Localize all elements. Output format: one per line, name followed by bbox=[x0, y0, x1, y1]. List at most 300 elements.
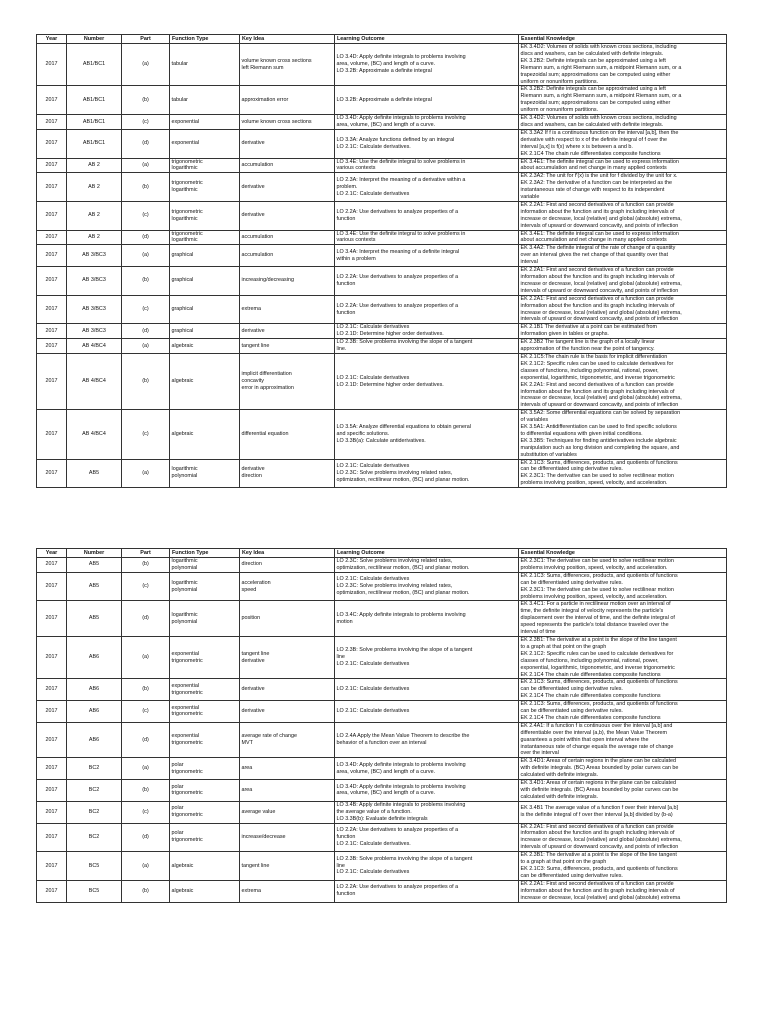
cell-year bbox=[37, 558, 67, 573]
column-header-key-idea: Key Idea bbox=[240, 549, 335, 558]
table-row bbox=[37, 158, 727, 173]
cell-part-text: (c) bbox=[142, 118, 149, 125]
cell-function-type bbox=[170, 245, 240, 267]
cell-essential-knowledge bbox=[519, 86, 727, 115]
cell-essential-knowledge bbox=[519, 852, 727, 881]
cell-key-idea bbox=[240, 230, 335, 245]
cell-learning-outcome bbox=[335, 852, 519, 881]
cell-function-type-text: graphical bbox=[171, 327, 194, 334]
cell-number bbox=[67, 679, 122, 701]
cell-part bbox=[122, 701, 170, 723]
cell-essential-knowledge-text: EK 2.1C3: Sums, differences, products, and quotients of functions can be differentiated using derivative rules. EK 2.1C4 The chain rule differentiates composite functions bbox=[520, 701, 678, 721]
column-header-essential-knowledge: Essential Knowledge bbox=[519, 35, 727, 44]
cell-learning-outcome-text: LO 2.3B: Solve problems involving the slope of a tangent line LO 2.1C: Calculate derivatives bbox=[336, 647, 473, 668]
cell-number-text: AB 2 bbox=[88, 183, 100, 190]
cell-number-text: AB 4/BC4 bbox=[82, 378, 106, 385]
cell-year-text: 2017 bbox=[45, 686, 58, 693]
cell-number bbox=[67, 324, 122, 339]
cell-function-type-text: algebraic bbox=[171, 887, 194, 894]
cell-essential-knowledge bbox=[519, 353, 727, 409]
cell-essential-knowledge bbox=[519, 245, 727, 267]
cell-year bbox=[37, 339, 67, 354]
cell-year bbox=[37, 601, 67, 637]
cell-function-type bbox=[170, 129, 240, 158]
cell-number-text: BC5 bbox=[88, 862, 100, 869]
cell-year-text: 2017 bbox=[45, 378, 58, 385]
column-header-part: Part bbox=[122, 35, 170, 44]
cell-essential-knowledge-text: EK 3.4D1: Areas of certain regions in the plane can be calculated with definite integrals. (BC) Areas bounded by polar curves can be calculated with definite integrals. bbox=[520, 758, 679, 779]
cell-function-type-text: exponential trigonometric bbox=[171, 733, 203, 747]
cell-key-idea-text: derivative bbox=[241, 140, 265, 147]
column-header-learning-outcome: Learning Outcome bbox=[335, 35, 519, 44]
cell-learning-outcome bbox=[335, 701, 519, 723]
cell-year bbox=[37, 823, 67, 852]
cell-essential-knowledge bbox=[519, 880, 727, 902]
table-row bbox=[37, 801, 727, 823]
cell-number bbox=[67, 758, 122, 780]
cell-essential-knowledge-text: EK 2.3B2 The tangent line is the graph of a locally linear approximation of the function near the point of tangency. bbox=[520, 339, 655, 353]
cell-function-type-text: logarithmic polynomial bbox=[171, 558, 198, 571]
cell-learning-outcome bbox=[335, 353, 519, 409]
cell-part-text: (d) bbox=[142, 327, 149, 334]
cell-learning-outcome-text: LO 2.4A Apply the Mean Value Theorem to describe the behavior of a function over an interval bbox=[336, 733, 470, 747]
cell-year-text: 2017 bbox=[45, 787, 58, 793]
cell-part-text: (d) bbox=[142, 615, 149, 622]
cell-essential-knowledge bbox=[519, 679, 727, 701]
cell-number bbox=[67, 572, 122, 601]
cell-essential-knowledge bbox=[519, 115, 727, 130]
cell-key-idea-text: area bbox=[241, 765, 253, 772]
cell-key-idea-text: derivative bbox=[241, 708, 265, 715]
cell-part bbox=[122, 801, 170, 823]
cell-learning-outcome bbox=[335, 86, 519, 115]
cell-number bbox=[67, 701, 122, 723]
cell-learning-outcome-text: LO 2.1C: Calculate derivatives LO 2.3C: Solve problems involving related rates, optimization, rectilinear motion, (BC) and planar motion. bbox=[336, 463, 470, 483]
cell-number-text: AB 3/BC3 bbox=[82, 277, 106, 284]
cell-essential-knowledge bbox=[519, 410, 727, 459]
cell-key-idea bbox=[240, 636, 335, 678]
cell-year-text: 2017 bbox=[45, 212, 58, 219]
cell-essential-knowledge-text: EK 3.2B2: Definite integrals can be approximated using a left Riemann sum, a right Riemann sum, a midpoint Riemann sum, or a trapezoidal sum; approximations can be computed using either uniform or nonuniform partitions. bbox=[520, 86, 682, 114]
cell-part bbox=[122, 324, 170, 339]
cell-key-idea-text: derivative bbox=[241, 183, 265, 190]
cell-key-idea-text: extrema bbox=[241, 306, 261, 313]
cell-year-text: 2017 bbox=[45, 277, 58, 284]
cell-year-text: 2017 bbox=[45, 469, 58, 476]
cell-number bbox=[67, 245, 122, 267]
cell-function-type-text: graphical bbox=[171, 252, 194, 259]
cell-number-text: BC2 bbox=[88, 808, 100, 815]
cell-learning-outcome-text: LO 3.4D: Apply definite integrals to problems involving area, volume, (BC) and length of a curve. LO 3.2B: Approximate a definite integral bbox=[336, 54, 466, 75]
cell-learning-outcome-text: LO 2.3C: Solve problems involving related rates, optimization, rectilinear motion, (BC) and planar motion. bbox=[336, 558, 470, 571]
cell-year bbox=[37, 679, 67, 701]
cell-essential-knowledge-text: EK 2.1B1 The derivative at a point can be estimated from information given in tables or graphs. bbox=[520, 324, 658, 338]
cell-function-type bbox=[170, 880, 240, 902]
cell-key-idea bbox=[240, 201, 335, 230]
cell-key-idea bbox=[240, 295, 335, 324]
cell-number-text: BC2 bbox=[88, 787, 100, 793]
cell-year-text: 2017 bbox=[45, 61, 58, 68]
cell-learning-outcome-text: LO 2.1C: Calculate derivatives bbox=[336, 686, 410, 693]
curriculum-table-2 bbox=[36, 548, 727, 903]
cell-number bbox=[67, 339, 122, 354]
cell-essential-knowledge bbox=[519, 230, 727, 245]
cell-year bbox=[37, 410, 67, 459]
cell-year-text: 2017 bbox=[45, 234, 58, 241]
cell-year-text: 2017 bbox=[45, 862, 58, 869]
cell-learning-outcome-text: LO 2.2A: Use derivatives to analyze properties of a function bbox=[336, 274, 459, 287]
cell-part bbox=[122, 353, 170, 409]
cell-year bbox=[37, 880, 67, 902]
cell-key-idea bbox=[240, 324, 335, 339]
cell-year bbox=[37, 722, 67, 758]
cell-part-text: (c) bbox=[142, 808, 149, 815]
cell-learning-outcome bbox=[335, 722, 519, 758]
cell-number-text: BC2 bbox=[88, 833, 100, 840]
table-row bbox=[37, 410, 727, 459]
cell-function-type bbox=[170, 558, 240, 573]
cell-year bbox=[37, 173, 67, 202]
table-row bbox=[37, 758, 727, 780]
cell-learning-outcome bbox=[335, 758, 519, 780]
cell-learning-outcome bbox=[335, 880, 519, 902]
column-header-number: Number bbox=[67, 549, 122, 558]
cell-key-idea-text: area bbox=[241, 787, 253, 793]
cell-key-idea bbox=[240, 115, 335, 130]
cell-essential-knowledge bbox=[519, 701, 727, 723]
cell-learning-outcome-text: LO 3.4C: Apply definite integrals to problems involving motion bbox=[336, 611, 466, 625]
cell-essential-knowledge-text: EK 3.4E1: The definite integral can be used to express information about accumulation and net change in many applied contexts bbox=[520, 158, 679, 172]
cell-function-type-text: trigonometric logarithmic bbox=[171, 230, 203, 244]
cell-key-idea bbox=[240, 558, 335, 573]
cell-part bbox=[122, 44, 170, 86]
cell-year-text: 2017 bbox=[45, 887, 58, 894]
cell-function-type bbox=[170, 86, 240, 115]
cell-key-idea bbox=[240, 410, 335, 459]
cell-function-type bbox=[170, 679, 240, 701]
cell-learning-outcome bbox=[335, 129, 519, 158]
cell-part bbox=[122, 572, 170, 601]
cell-learning-outcome bbox=[335, 459, 519, 488]
table-row bbox=[37, 129, 727, 158]
cell-key-idea-text: increase/decrease bbox=[241, 833, 286, 840]
cell-essential-knowledge-text: EK 2.2A1: First and second derivatives of a function can provide information about the function and its graph including intervals of increase or decrease, local (relative) and global (absolute) extrema, intervals of upward or downward concavity, and points of inflection bbox=[520, 267, 682, 294]
cell-year-text: 2017 bbox=[45, 140, 58, 147]
cell-part-text: (b) bbox=[142, 96, 149, 103]
curriculum-table-1 bbox=[36, 34, 727, 488]
cell-number-text: BC5 bbox=[88, 887, 100, 894]
cell-essential-knowledge bbox=[519, 295, 727, 324]
cell-learning-outcome bbox=[335, 679, 519, 701]
cell-part-text: (c) bbox=[142, 306, 149, 313]
cell-learning-outcome-text: LO 3.4D: Apply definite integrals to problems involving area, volume, (BC) and length of a curve. bbox=[336, 761, 466, 775]
cell-learning-outcome-text: LO 2.3A: Interpret the meaning of a derivative within a problem. LO 2.1C: Calculate derivatives bbox=[336, 176, 466, 197]
cell-learning-outcome bbox=[335, 823, 519, 852]
table-header-row bbox=[37, 549, 727, 558]
cell-number-text: AB5 bbox=[88, 583, 100, 590]
cell-key-idea bbox=[240, 823, 335, 852]
cell-function-type bbox=[170, 701, 240, 723]
cell-year-text: 2017 bbox=[45, 342, 58, 349]
cell-function-type-text: trigonometric logarithmic bbox=[171, 158, 203, 172]
table-row bbox=[37, 201, 727, 230]
cell-year-text: 2017 bbox=[45, 306, 58, 313]
cell-learning-outcome-text: LO 3.3A: Analyze functions defined by an integral LO 2.1C: Calculate derivatives. bbox=[336, 136, 455, 150]
cell-number bbox=[67, 410, 122, 459]
cell-key-idea-text: accumulation bbox=[241, 252, 274, 259]
cell-function-type bbox=[170, 852, 240, 881]
cell-part bbox=[122, 267, 170, 296]
cell-learning-outcome-text: LO 3.4E: Use the definite integral to solve problems in various contexts bbox=[336, 158, 466, 172]
cell-learning-outcome bbox=[335, 245, 519, 267]
cell-function-type-text: algebraic bbox=[171, 430, 194, 437]
column-header-learning-outcome: Learning Outcome bbox=[335, 549, 519, 558]
cell-number-text: AB1/BC1 bbox=[82, 96, 106, 103]
cell-number-text: AB6 bbox=[88, 686, 100, 693]
column-header-function-type: Function Type bbox=[170, 35, 240, 44]
cell-year bbox=[37, 324, 67, 339]
table-row bbox=[37, 353, 727, 409]
cell-key-idea bbox=[240, 701, 335, 723]
cell-number bbox=[67, 201, 122, 230]
cell-essential-knowledge bbox=[519, 324, 727, 339]
cell-key-idea bbox=[240, 852, 335, 881]
cell-essential-knowledge-text: EK 2.2A1: First and second derivatives of a function can provide information about the function and its graph including intervals of increase or decrease, local (relative) and global (absolute) extrema bbox=[520, 880, 681, 901]
cell-part-text: (c) bbox=[142, 430, 149, 437]
cell-year bbox=[37, 459, 67, 488]
cell-function-type bbox=[170, 158, 240, 173]
cell-learning-outcome-text: LO 2.2A: Use derivatives to analyze properties of a function bbox=[336, 302, 459, 316]
cell-key-idea-text: volume known cross sections left Riemann sum bbox=[241, 57, 312, 71]
cell-key-idea bbox=[240, 572, 335, 601]
cell-function-type bbox=[170, 201, 240, 230]
cell-key-idea-text: acceleration speed bbox=[241, 579, 271, 593]
cell-key-idea bbox=[240, 880, 335, 902]
cell-essential-knowledge-text: EK 3.4D2: Volumes of solids with known cross sections, including discs and washers, can be calculated with definite integrals. EK 3.2B2: Definite integrals can be approximated using a left Riemann sum, a right Riemann sum, a midpoint Riemann sum, or a trapezoidal sum; approximations can be computed using either uniform or nonuniform partitions. bbox=[520, 44, 682, 85]
cell-number-text: AB6 bbox=[88, 654, 100, 661]
table-row bbox=[37, 701, 727, 723]
cell-function-type-text: graphical bbox=[171, 277, 194, 284]
cell-learning-outcome-text: LO 3.4A: Interpret the meaning of a definite integral within a problem bbox=[336, 248, 460, 262]
cell-essential-knowledge bbox=[519, 758, 727, 780]
cell-essential-knowledge bbox=[519, 601, 727, 637]
cell-function-type-text: polar trigonometric bbox=[171, 783, 203, 797]
table-row bbox=[37, 115, 727, 130]
cell-year-text: 2017 bbox=[45, 118, 58, 125]
cell-learning-outcome-text: LO 2.3B: Solve problems involving the slope of a tangent line. bbox=[336, 339, 473, 353]
cell-function-type bbox=[170, 823, 240, 852]
cell-key-idea-text: volume known cross sections bbox=[241, 118, 312, 125]
cell-year bbox=[37, 801, 67, 823]
cell-number-text: AB6 bbox=[88, 708, 100, 715]
cell-key-idea bbox=[240, 173, 335, 202]
cell-key-idea bbox=[240, 722, 335, 758]
cell-learning-outcome bbox=[335, 801, 519, 823]
cell-number bbox=[67, 880, 122, 902]
cell-key-idea-text: average rate of change MVT bbox=[241, 733, 297, 747]
cell-function-type bbox=[170, 267, 240, 296]
cell-key-idea-text: direction bbox=[241, 561, 262, 568]
cell-part bbox=[122, 295, 170, 324]
cell-essential-knowledge bbox=[519, 129, 727, 158]
cell-essential-knowledge-text: EK 2.1C3: Sums, differences, products, and quotients of functions can be differentiated using derivative rules. EK 2.1C4 The chain rule differentiates composite functions bbox=[520, 679, 678, 700]
cell-learning-outcome bbox=[335, 780, 519, 802]
table-row bbox=[37, 295, 727, 324]
cell-number bbox=[67, 636, 122, 678]
cell-function-type bbox=[170, 295, 240, 324]
cell-year-text: 2017 bbox=[45, 808, 58, 815]
cell-function-type-text: algebraic bbox=[171, 862, 194, 869]
cell-number-text: AB5 bbox=[88, 561, 100, 568]
cell-key-idea-text: average value bbox=[241, 808, 276, 815]
cell-key-idea-text: implicit differentiation concavity error in approximation bbox=[241, 371, 294, 392]
cell-number-text: AB 4/BC4 bbox=[82, 342, 106, 349]
cell-learning-outcome bbox=[335, 558, 519, 573]
cell-function-type bbox=[170, 339, 240, 354]
cell-year bbox=[37, 230, 67, 245]
cell-part bbox=[122, 722, 170, 758]
cell-part bbox=[122, 679, 170, 701]
cell-number-text: AB1/BC1 bbox=[82, 118, 106, 125]
cell-essential-knowledge-text: EK 3.4B1 The average value of a function f over their interval [a,b] is the definite integral of f over ther interval [a,b] divided by (b-a) bbox=[520, 805, 679, 819]
cell-learning-outcome bbox=[335, 201, 519, 230]
cell-number bbox=[67, 722, 122, 758]
cell-function-type-text: trigonometric logarithmic bbox=[171, 180, 203, 194]
cell-key-idea bbox=[240, 129, 335, 158]
cell-number-text: AB 3/BC3 bbox=[82, 306, 106, 313]
cell-number bbox=[67, 823, 122, 852]
cell-key-idea-text: derivative bbox=[241, 212, 265, 219]
cell-learning-outcome bbox=[335, 339, 519, 354]
cell-essential-knowledge-text: EK 2.2A1: First and second derivatives of a function can provide information about the function and its graph including intervals of increase or decrease, local (relative) and global (absolute) extrema, intervals of upward or downward concavity, and points of inflection bbox=[520, 201, 682, 229]
cell-part-text: (a) bbox=[142, 252, 149, 259]
table-row bbox=[37, 459, 727, 488]
cell-function-type-text: algebraic bbox=[171, 342, 194, 349]
cell-part bbox=[122, 459, 170, 488]
cell-essential-knowledge-text: EK 2.1C5:The chain rule is the basis for implicit differentiation EK 2.1C2: Specific rules can be used to calculate derivatives for classes of functions, including polynomial, rational, power, exponential, logarithmic, trigonometric, and inverse trigonometric EK 2.2A1: First and second derivatives of a function can provide information about the function and its graph including intervals of increase or decrease, local (relative) and global (absolute) extrema, intervals of upward or downward concavity, and points of inflection bbox=[520, 353, 682, 409]
cell-number bbox=[67, 353, 122, 409]
cell-year bbox=[37, 295, 67, 324]
cell-function-type bbox=[170, 173, 240, 202]
cell-essential-knowledge bbox=[519, 158, 727, 173]
cell-essential-knowledge-text: EK 2.1C3: Sums, differences, products, and quotients of functions can be differentiated using derivative rules. EK 2.3C1: The derivative can be used to solve rectilinear motion problems involving position, speed, velocity, and acceleration. bbox=[520, 459, 678, 487]
cell-function-type-text: polar trigonometric bbox=[171, 830, 203, 844]
cell-part-text: (d) bbox=[142, 736, 149, 743]
cell-learning-outcome bbox=[335, 324, 519, 339]
cell-year-text: 2017 bbox=[45, 833, 58, 840]
column-header-year: Year bbox=[37, 35, 67, 44]
cell-year-text: 2017 bbox=[45, 161, 58, 168]
cell-function-type-text: exponential bbox=[171, 140, 200, 147]
column-header-essential-knowledge: Essential Knowledge bbox=[519, 549, 727, 558]
cell-learning-outcome bbox=[335, 115, 519, 130]
cell-key-idea-text: accumulation bbox=[241, 234, 274, 241]
cell-learning-outcome bbox=[335, 295, 519, 324]
cell-function-type bbox=[170, 780, 240, 802]
cell-learning-outcome-text: LO 3.5A: Analyze differential equations to obtain general and specific solutions. LO 3.3B(a): Calculate antiderivatives. bbox=[336, 424, 471, 444]
cell-function-type bbox=[170, 410, 240, 459]
cell-year bbox=[37, 758, 67, 780]
cell-essential-knowledge bbox=[519, 801, 727, 823]
cell-learning-outcome-text: LO 3.4E: Use the definite integral to solve problems in various contexts bbox=[336, 230, 466, 244]
cell-key-idea-text: approximation error bbox=[241, 96, 289, 103]
cell-essential-knowledge bbox=[519, 722, 727, 758]
cell-function-type-text: polar trigonometric bbox=[171, 761, 203, 775]
cell-essential-knowledge-text: EK 2.4A1: If a function f is continuous over the interval [a,b] and differentiable over the interval (a,b), the Mean Value Theorem guarantees a point within that open interval where the instantaneous rate of change equals the average rate of change over the interval bbox=[520, 722, 674, 757]
cell-part-text: (a) bbox=[142, 862, 149, 869]
cell-number-text: AB1/BC1 bbox=[82, 61, 106, 68]
cell-function-type-text: tabular bbox=[171, 96, 188, 103]
cell-function-type-text: logarithmic polynomial bbox=[171, 579, 198, 593]
cell-essential-knowledge-text: EK 3.4C1: For a particle in rectilinear motion over an interval of time, the definite integral of velocity represents the particle's displacement over the interval of time, and the definite integral of speed represents the particle's total distance traveled over the interval of time bbox=[520, 601, 675, 636]
cell-essential-knowledge-text: EK 2.2A1: First and second derivatives of a function can provide information about the function and its graph including intervals of increase or decrease, local (relative) and global (absolute) extrema, intervals of upward or downward concavity, and points of inflection bbox=[520, 295, 682, 323]
cell-essential-knowledge-text: EK 2.3C1: The derivative can be used to solve rectilinear motion problems involving position, speed, velocity, and acceleration. bbox=[520, 558, 674, 571]
cell-number bbox=[67, 267, 122, 296]
cell-year bbox=[37, 353, 67, 409]
cell-function-type bbox=[170, 459, 240, 488]
column-header-year: Year bbox=[37, 549, 67, 558]
cell-learning-outcome-text: LO 2.1C: Calculate derivatives LO 2.1D: Determine higher order derivatives. bbox=[336, 374, 444, 388]
cell-part-text: (b) bbox=[142, 277, 149, 284]
cell-number-text: AB 2 bbox=[88, 234, 100, 241]
cell-part-text: (a) bbox=[142, 469, 149, 476]
cell-essential-knowledge-text: EK 3.4A2: The definite integral of the rate of change of a quantity over an interval gives the net change of that quantity over that interval bbox=[520, 245, 676, 266]
cell-key-idea bbox=[240, 267, 335, 296]
cell-number-text: AB 2 bbox=[88, 161, 100, 168]
cell-essential-knowledge bbox=[519, 636, 727, 678]
cell-key-idea-text: position bbox=[241, 615, 261, 622]
cell-essential-knowledge-text: EK 3.5A2: Some differential equations can be solved by separation of variables EK 3.5A1: Antidifferentiation can be used to find specific solutions to differential equations with given initial conditions. EK 3.3B5: Techniques for finding antiderivatives include algebraic manipulation such as long division and completing the square, and substitution of variables bbox=[520, 410, 681, 458]
cell-essential-knowledge-text: EK 3.4D2: Volumes of solids with known cross sections, including discs and washers, can be calculated with definite integrals. bbox=[520, 115, 677, 128]
cell-learning-outcome-text: LO 3.4B: Apply definite integrals to problems involving the average value of a function. LO 3.3B(b): Evaluate definite integrals bbox=[336, 801, 466, 822]
cell-function-type bbox=[170, 324, 240, 339]
cell-number-text: BC2 bbox=[88, 765, 100, 772]
cell-part bbox=[122, 558, 170, 573]
cell-part bbox=[122, 201, 170, 230]
cell-year bbox=[37, 701, 67, 723]
cell-learning-outcome-text: LO 2.1C: Calculate derivatives bbox=[336, 708, 410, 715]
table-row bbox=[37, 245, 727, 267]
cell-learning-outcome-text: LO 3.4D: Apply definite integrals to problems involving area, volume, (BC) and length of a curve. bbox=[336, 115, 466, 128]
cell-learning-outcome-text: LO 2.1C: Calculate derivatives LO 2.1D: Determine higher order derivatives. bbox=[336, 324, 444, 338]
cell-essential-knowledge bbox=[519, 267, 727, 296]
cell-number-text: AB6 bbox=[88, 736, 100, 743]
table-row bbox=[37, 823, 727, 852]
column-header-part: Part bbox=[122, 549, 170, 558]
cell-year-text: 2017 bbox=[45, 765, 58, 772]
cell-part-text: (a) bbox=[142, 342, 149, 349]
cell-key-idea-text: differential equation bbox=[241, 430, 289, 437]
cell-number-text: AB 3/BC3 bbox=[82, 327, 106, 334]
cell-part bbox=[122, 780, 170, 802]
cell-part-text: (b) bbox=[142, 787, 149, 793]
table-row bbox=[37, 780, 727, 802]
cell-key-idea-text: derivative direction bbox=[241, 466, 265, 480]
cell-function-type-text: logarithmic polynomial bbox=[171, 466, 198, 480]
table-row bbox=[37, 601, 727, 637]
table-row bbox=[37, 722, 727, 758]
cell-part bbox=[122, 339, 170, 354]
cell-number-text: AB 2 bbox=[88, 212, 100, 219]
cell-key-idea-text: extrema bbox=[241, 887, 261, 894]
cell-number bbox=[67, 601, 122, 637]
table-row bbox=[37, 267, 727, 296]
cell-learning-outcome bbox=[335, 44, 519, 86]
cell-key-idea-text: accumulation bbox=[241, 161, 274, 168]
cell-part bbox=[122, 129, 170, 158]
cell-number bbox=[67, 459, 122, 488]
table-header-row bbox=[37, 35, 727, 44]
